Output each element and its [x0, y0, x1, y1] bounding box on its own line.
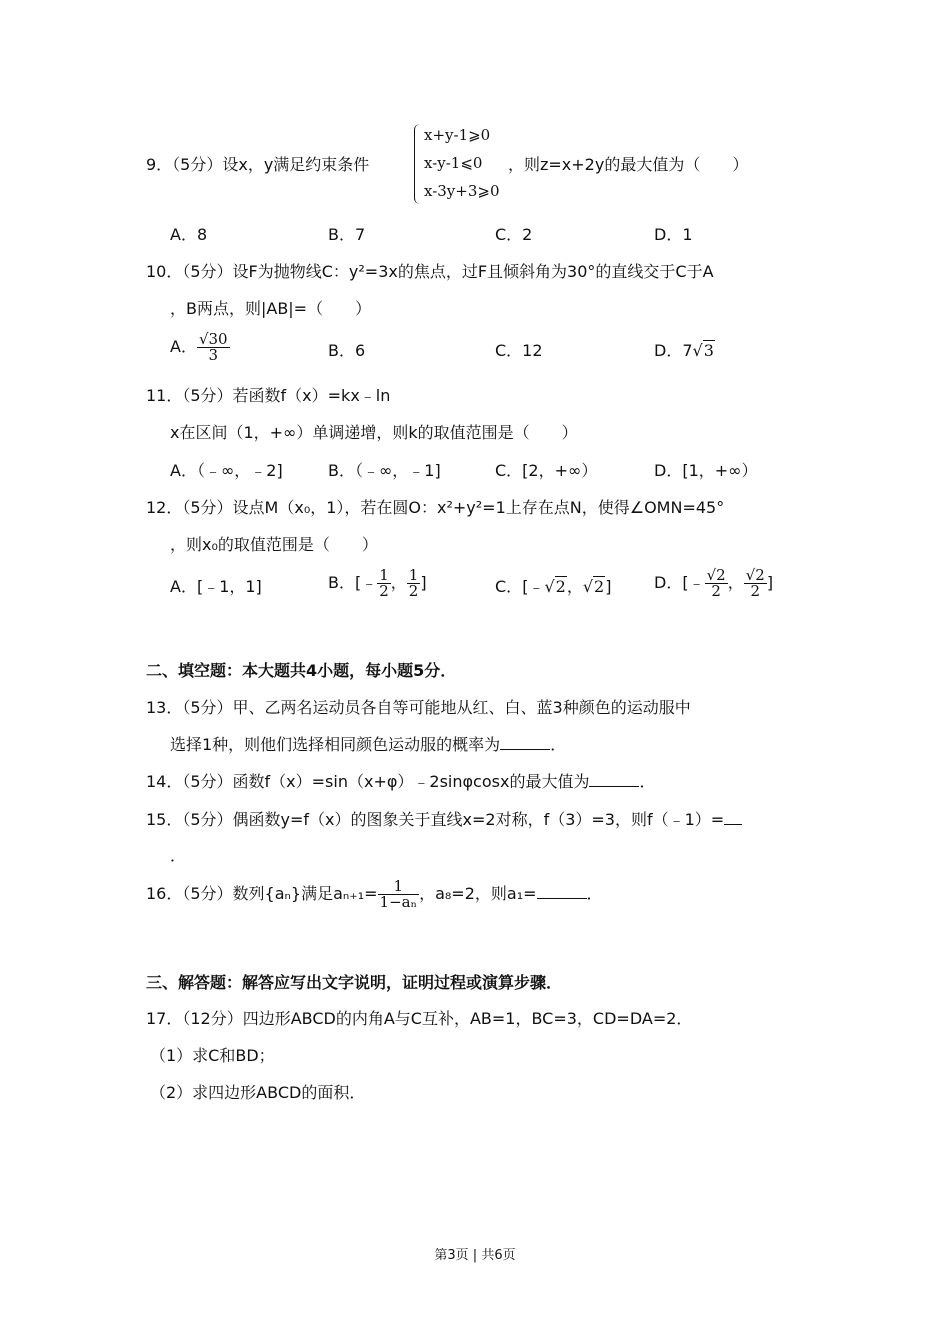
q16-fraction: [378, 879, 420, 910]
q11-option-d: D．[1，+∞）: [654, 461, 758, 480]
q12-d-num-1: √2: [706, 566, 726, 584]
q10-option-c: C．12: [495, 341, 543, 360]
q10-line-1: 10．（5分）设F为抛物线C：y²=3x的焦点，过F且倾斜角为30°的直线交于C于A: [146, 262, 714, 281]
q12-d-den-1: 2: [711, 582, 721, 600]
q12-option-d-label: D．: [654, 573, 683, 592]
q9-stem-b: ，则z=x+2y的最大值为（ ）: [508, 155, 749, 174]
q12-b-den-2: 2: [408, 582, 419, 600]
q12-line-1: 12．（5分）设点M（x₀，1），若在圆O：x²+y²=1上存在点N，使得∠OMN=45°: [146, 498, 725, 517]
sqrt-icon: √2: [582, 577, 605, 596]
sqrt-icon: √2: [544, 577, 566, 596]
q12-option-d: D．[﹣ $\frac{√2}{2}$ ， $\frac{√2}{2}$ ]: [654, 566, 774, 600]
section-3-title: 三、解答题：解答应写出文字说明，证明过程或演算步骤．: [146, 973, 563, 992]
q10-a-numerator: √30: [198, 330, 228, 348]
q9-constraint-1: x+y-1⩾0: [424, 126, 491, 144]
q13-line-1: 13．（5分）甲、乙两名运动员各自等可能地从红、白、蓝3种颜色的运动服中: [146, 698, 691, 717]
brace-icon: [414, 124, 423, 204]
q10-option-d-label: D．7: [654, 341, 693, 360]
q12-option-c-label: C．: [495, 577, 523, 596]
q12-b-fraction-1: [377, 568, 391, 599]
q16-answer-blank[interactable]: [537, 884, 587, 899]
q12-c-radicand-1: 2: [555, 577, 566, 596]
q10-option-a-fraction: [197, 332, 230, 363]
q13-line-2-text: 选择1种，则他们选择相同颜色运动服的概率为: [170, 735, 501, 754]
q17-part-2: （2）求四边形ABCD的面积．: [150, 1083, 366, 1102]
q12-d-fraction-1: [705, 568, 728, 599]
q12-d-den-2: 2: [750, 582, 761, 600]
q11-line-1: 11．（5分）若函数f（x）=kx﹣ln: [146, 386, 391, 405]
q12-b-den-1: 2: [379, 582, 389, 600]
q15-text: 15．（5分）偶函数y=f（x）的图象关于直线x=2对称，f（3）=3，则f（﹣1）=: [146, 810, 725, 829]
q10-line-2: ，B两点，则|AB|=（ ）: [170, 299, 372, 318]
q12-d-fraction-2: [744, 568, 767, 599]
q16-end: ．: [586, 884, 603, 903]
q9-option-a: A．8: [170, 225, 208, 244]
q10-option-b: B．6: [328, 341, 366, 360]
q13-end: ．: [550, 735, 567, 754]
q17-part-1: （1）求C和BD；: [150, 1046, 275, 1065]
q10-option-a-label: A．: [170, 337, 197, 356]
q10-d-radicand: 3: [703, 341, 714, 360]
q15-answer-blank[interactable]: [724, 810, 742, 825]
q12-d-num-2: √2: [745, 566, 765, 584]
section-2-title: 二、填空题：本大题共4小题，每小题5分．: [146, 661, 457, 680]
q14-line: [146, 771, 655, 793]
q17-line-1: 17．（12分）四边形ABCD的内角A与C互补，AB=1，BC=3，CD=DA=2．: [146, 1009, 693, 1028]
q12-b-num-2: 1: [408, 566, 419, 584]
q12-line-2: ，则x₀的取值范围是（ ）: [170, 535, 378, 554]
q13-answer-blank[interactable]: [500, 735, 550, 750]
q10-option-d: [654, 340, 715, 362]
q13-line-2: [170, 734, 566, 756]
q11-option-b: B．（﹣∞，﹣1]: [328, 461, 441, 480]
q12-c-radicand-2: 2: [594, 577, 605, 596]
q9-constraint-2: x-y-1⩽0: [424, 154, 483, 172]
q9-option-c: C．2: [495, 225, 533, 244]
q16-denominator: 1−aₙ: [379, 893, 418, 911]
q9-stem-a: 9．（5分）设x，y满足约束条件: [146, 155, 370, 174]
q10-a-denominator: 3: [208, 346, 219, 364]
q15-end: ．: [170, 846, 187, 865]
page-footer: 第3页 | 共6页: [434, 1248, 516, 1263]
q9-option-d: D．1: [654, 225, 693, 244]
q9-option-b: B．7: [328, 225, 366, 244]
q12-option-c: C．[﹣√2，√2]: [495, 577, 612, 596]
q16-text-a: 16．（5分）数列{aₙ}满足aₙ₊₁=: [146, 884, 378, 903]
q9-constraint-3: x-3y+3⩾0: [424, 182, 500, 200]
q15-line: [146, 809, 742, 831]
sqrt-icon: √3: [692, 341, 714, 360]
q14-answer-blank[interactable]: [589, 772, 639, 787]
q11-line-2: x在区间（1，+∞）单调递增，则k的取值范围是（ ）: [170, 423, 578, 442]
q12-b-fraction-2: [407, 568, 421, 599]
q14-end: ．: [639, 772, 656, 791]
q16-text-b: ，a₈=2，则a₁=: [419, 884, 537, 903]
q11-option-c: C．[2，+∞）: [495, 461, 598, 480]
q11-option-a: A．（﹣∞，﹣2]: [170, 461, 283, 480]
q12-option-a: A．[﹣1，1]: [170, 577, 262, 596]
q12-option-b-label: B．: [328, 573, 355, 592]
q16-numerator: 1: [378, 879, 420, 895]
q10-option-a: [170, 332, 230, 363]
q16-line: [146, 876, 603, 912]
q12-b-num-1: 1: [379, 566, 389, 584]
q12-option-b: B．[﹣ $\frac{1}{2}$ ， $\frac{1}{2}$ ]: [328, 566, 427, 600]
q14-text: 14．（5分）函数f（x）=sin（x+φ）﹣2sinφcosx的最大值为: [146, 772, 590, 791]
